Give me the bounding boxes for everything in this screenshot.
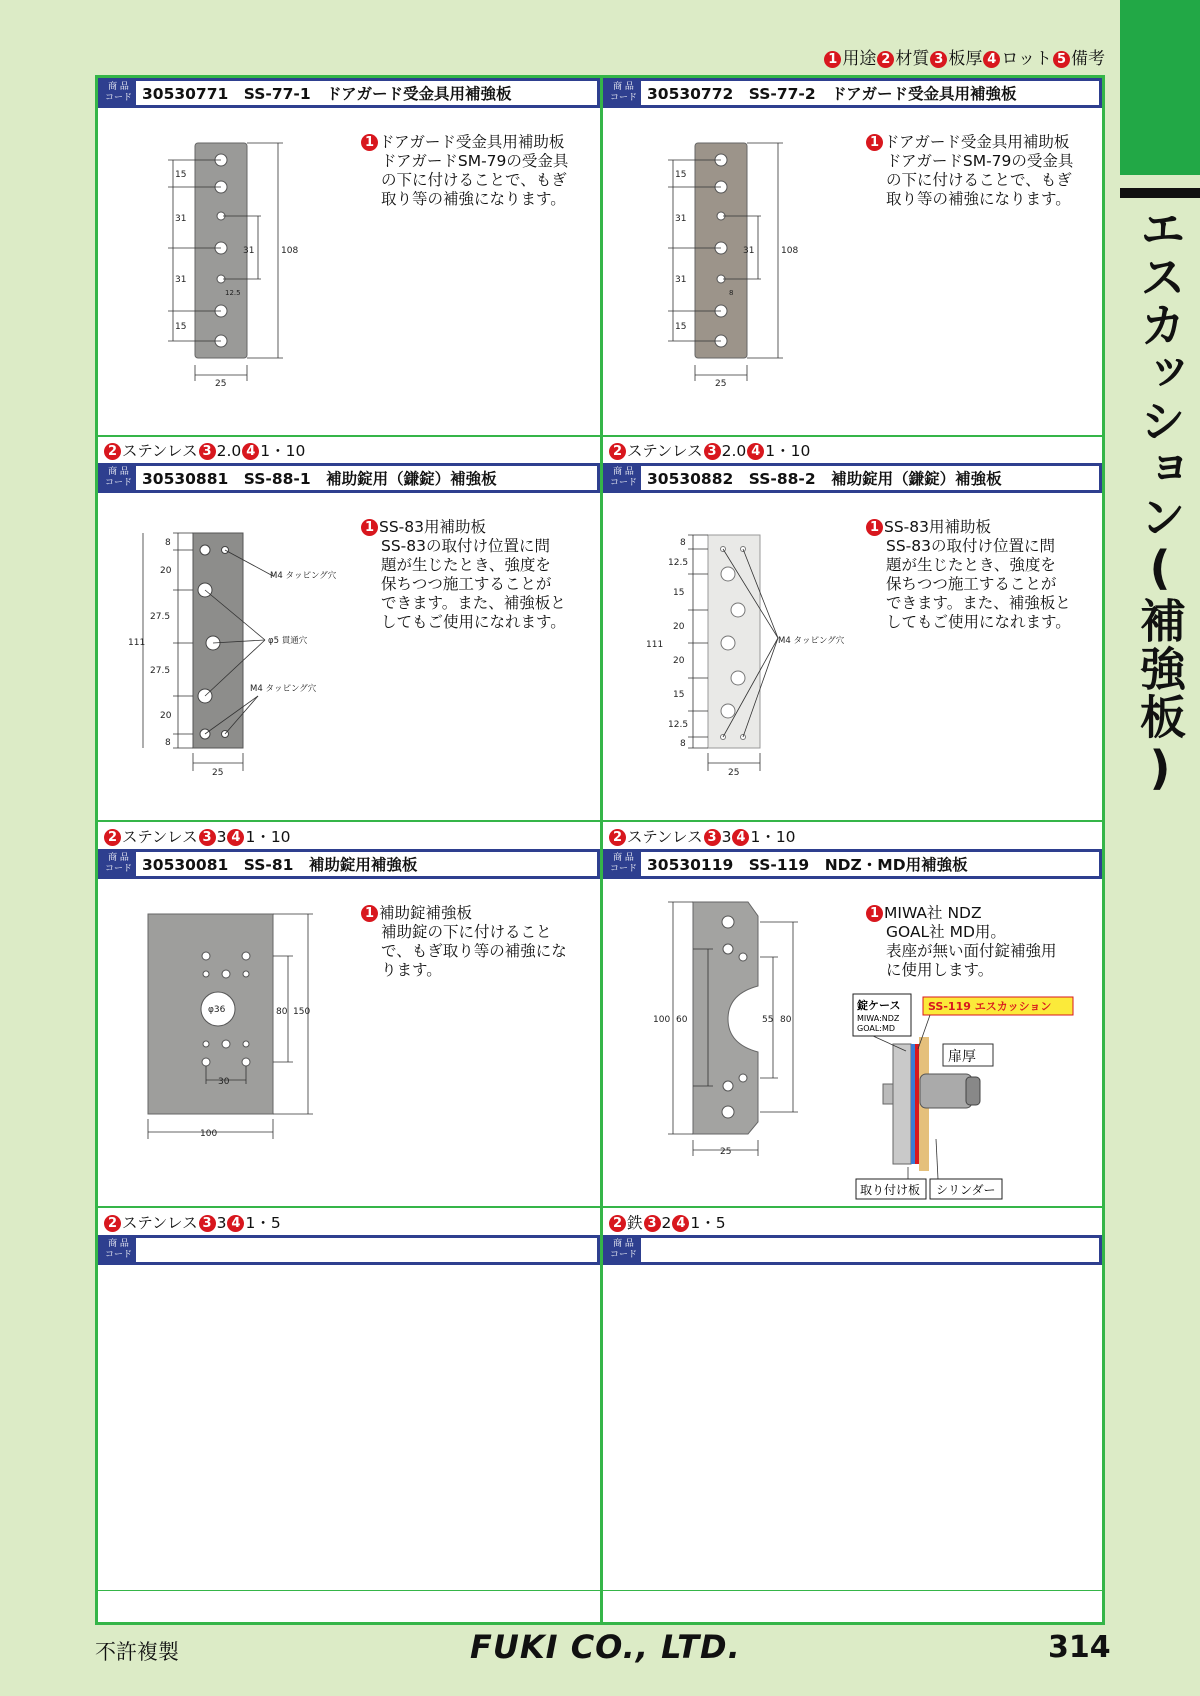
dim-label: 20 — [160, 711, 172, 721]
dim-label: 8 — [680, 739, 686, 749]
diagram-label: SS-119 エスカッション — [928, 1000, 1052, 1013]
code-label: 商 品 コード — [101, 466, 136, 490]
dim-label: 8 — [729, 289, 734, 297]
dim-label: 25 — [212, 768, 224, 778]
product-description: 1 SS-83用補助板 SS-83の取付け位置に問 題が生じたとき、強度を 保ちつつ施工することが できます。また、補強板と してもご使用になれます。 — [865, 518, 1071, 632]
product-spec: 2 鉄 3 2 4 1・5 — [608, 1211, 726, 1233]
dim-label: 12.5 — [668, 720, 689, 730]
diagram-label: MIWA:NDZ — [857, 1014, 900, 1023]
product-title: 30530882 SS-88-2 補助錠用（鎌錠）補強板 — [647, 470, 1002, 488]
product-title: 30530119 SS-119 NDZ・MD用補強板 — [647, 856, 968, 874]
product-cell — [603, 849, 1102, 1235]
side-tab-bar — [1120, 188, 1200, 198]
dim-label: 31 — [743, 246, 755, 256]
dim-label: 108 — [281, 246, 299, 256]
dim-label: 15 — [673, 690, 685, 700]
product-cell — [603, 78, 1102, 463]
dim-label: 15 — [175, 170, 187, 180]
product-spec: 2 ステンレス 3 3 4 1・5 — [103, 1211, 281, 1233]
dim-label: 25 — [215, 379, 227, 389]
product-header — [98, 1235, 600, 1265]
callout-label: M4 タッピング穴 — [250, 684, 317, 694]
dim-label: 20 — [673, 622, 685, 632]
callout-label: φ5 貫通穴 — [268, 636, 308, 646]
dim-label: 100 — [653, 1015, 671, 1025]
dim-label: 30 — [218, 1077, 230, 1087]
code-label: 商 品 コード — [101, 81, 136, 105]
product-drawing — [138, 894, 398, 1194]
callout-label: M4 タッピング穴 — [270, 571, 337, 581]
product-cell — [98, 78, 603, 463]
dim-label: 55 — [762, 1015, 774, 1025]
dim-label: 150 — [293, 1007, 311, 1017]
dim-label: 108 — [781, 246, 799, 256]
dim-label: 111 — [646, 640, 664, 650]
dim-label: 15 — [675, 170, 687, 180]
product-header — [603, 1235, 1102, 1265]
diagram-label: シリンダー — [936, 1183, 996, 1197]
diagram-label: 錠ケース — [857, 999, 901, 1012]
product-spec: 2 ステンレス 3 2.0 4 1・10 — [103, 439, 305, 461]
dim-label: 31 — [675, 275, 687, 285]
dim-label: 111 — [128, 638, 146, 648]
code-label: 商 品 コード — [606, 81, 641, 105]
dim-label: 20 — [673, 656, 685, 666]
product-header — [603, 463, 1102, 493]
product-spec: 2 ステンレス 3 3 4 1・10 — [103, 825, 291, 847]
product-cell — [98, 849, 603, 1235]
dim-label: 31 — [243, 246, 255, 256]
dim-label: 15 — [673, 588, 685, 598]
dim-label: 20 — [160, 566, 172, 576]
dim-label: 15 — [175, 322, 187, 332]
product-drawing — [648, 894, 848, 1194]
diagram-label: 扉厚 — [948, 1049, 976, 1065]
diagram-label: 取り付け板 — [860, 1183, 921, 1197]
product-description: 1 ドアガード受金具用補助板 ドアガードSM-79の受金具 の下に付けることで、もぎ 取り等の補強になります。 — [360, 133, 568, 209]
dim-label: 15 — [675, 322, 687, 332]
dim-label: 12.5 — [225, 289, 241, 297]
product-title: 30530772 SS-77-2 ドアガード受金具用補強板 — [647, 85, 1017, 103]
dim-label: 60 — [676, 1015, 688, 1025]
empty-cell — [603, 1235, 1102, 1622]
product-description: 1 MIWA社 NDZ GOAL社 MD用。 表座が無い面付錠補強用 に使用します。 — [865, 904, 1057, 980]
product-title: 30530881 SS-88-1 補助錠用（鎌錠）補強板 — [142, 470, 497, 488]
side-title: エスカッション(補強板) — [1133, 205, 1187, 797]
dim-label: 8 — [165, 538, 171, 548]
code-label: 商 品 コード — [606, 1238, 641, 1262]
side-tab-block — [1120, 0, 1200, 175]
product-header — [603, 78, 1102, 108]
dim-label: 31 — [175, 275, 187, 285]
empty-cell — [98, 1235, 603, 1622]
product-title: 30530771 SS-77-1 ドアガード受金具用補強板 — [142, 85, 512, 103]
dim-label: 8 — [680, 538, 686, 548]
product-description: 1 ドアガード受金具用補助板 ドアガードSM-79の受金具 の下に付けることで、もぎ 取り等の補強になります。 — [865, 133, 1073, 209]
product-cell — [98, 463, 603, 849]
product-header — [98, 849, 600, 879]
product-title: 30530081 SS-81 補助錠用補強板 — [142, 856, 418, 874]
dim-label: 25 — [715, 379, 727, 389]
dim-label: 31 — [675, 214, 687, 224]
product-description: 1 SS-83用補助板 SS-83の取付け位置に問 題が生じたとき、強度を 保ちつつ施工することが できます。また、補強板と してもご使用になれます。 — [360, 518, 566, 632]
product-header — [98, 78, 600, 108]
product-drawing — [128, 513, 398, 803]
dim-label: 12.5 — [668, 558, 689, 568]
dim-label: 25 — [720, 1147, 732, 1157]
dim-label: 25 — [728, 768, 740, 778]
copyright-note: 不許複製 — [95, 1640, 179, 1664]
product-header — [98, 463, 600, 493]
page-number: 314 — [1048, 1630, 1111, 1665]
company-name: FUKI CO., LTD. — [470, 1628, 741, 1666]
product-sheet — [95, 75, 1105, 1625]
callout-label: M4 タッピング穴 — [778, 636, 845, 646]
dim-label: 8 — [165, 738, 171, 748]
install-diagram — [848, 989, 1078, 1204]
product-cell — [603, 463, 1102, 849]
dim-label: 27.5 — [150, 666, 171, 676]
dim-label: 100 — [200, 1129, 218, 1139]
dim-label: φ36 — [208, 1005, 226, 1015]
product-description: 1 補助錠補強板 補助錠の下に付けること で、もぎ取り等の補強にな ります。 — [360, 904, 567, 980]
dim-label: 27.5 — [150, 612, 171, 622]
product-drawing — [628, 513, 898, 803]
code-label: 商 品 コード — [101, 852, 136, 876]
product-header — [603, 849, 1102, 879]
product-spec: 2 ステンレス 3 3 4 1・10 — [608, 825, 796, 847]
code-label: 商 品 コード — [606, 852, 641, 876]
dim-label: 80 — [780, 1015, 792, 1025]
product-spec: 2 ステンレス 3 2.0 4 1・10 — [608, 439, 810, 461]
dim-label: 80 — [276, 1007, 288, 1017]
code-label: 商 品 コード — [101, 1238, 136, 1262]
dim-label: 31 — [175, 214, 187, 224]
legend: 1 用途 2 材質 3 板厚 4 ロット 5 備考 — [823, 44, 1105, 69]
diagram-label: GOAL:MD — [857, 1024, 896, 1033]
code-label: 商 品 コード — [606, 466, 641, 490]
